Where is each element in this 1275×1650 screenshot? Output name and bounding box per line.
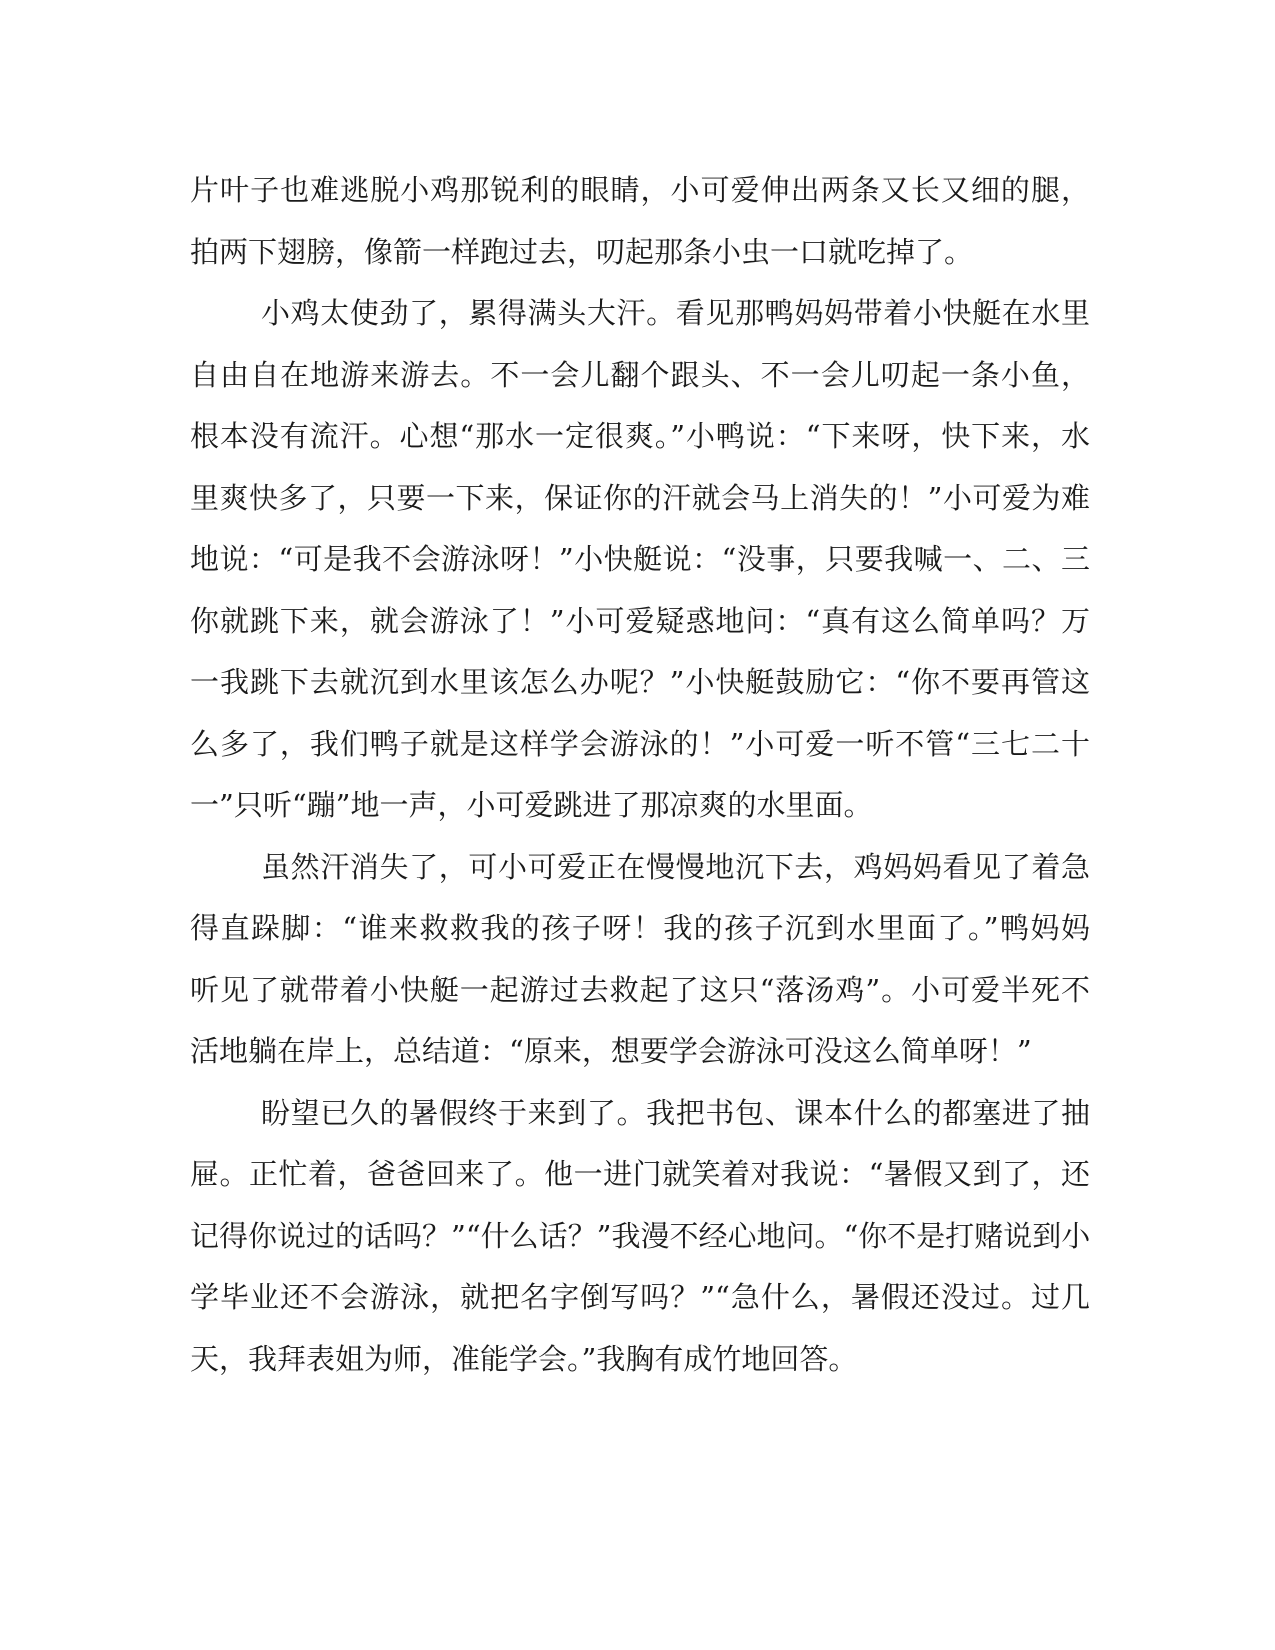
text-line: 拍两下翅膀，像箭一样跑过去，叨起那条小虫一口就吃掉了。: [190, 234, 974, 269]
text-line: 一”只听“蹦”地一声，小可爱跳进了那凉爽的水里面。: [190, 788, 873, 822]
body-text: [190, 160, 1090, 1390]
paragraph: [190, 1083, 1090, 1391]
text-line: 屉。正忙着，爸爸回来了。他一进门就笑着对我说：“暑假又到了，还: [190, 1157, 1090, 1191]
text-line: 小鸡太使劲了，累得满头大汗。看见那鸭妈妈带着小快艇在水里: [261, 296, 1090, 330]
text-line: 片叶子也难逃脱小鸡那锐利的眼睛，小可爱伸出两条又长又细的腿，: [190, 173, 1090, 207]
text-line: 记得你说过的话吗？”“什么话？”我漫不经心地问。“你不是打赌说到小: [190, 1218, 1091, 1253]
text-line: 一我跳下去就沉到水里该怎么办呢？”小快艇鼓励它：“你不要再管这: [190, 665, 1090, 699]
text-line: 得直跺脚：“谁来救救我的孩子呀！我的孩子沉到水里面了。”鸭妈妈: [190, 911, 1090, 945]
paragraph: [190, 283, 1090, 837]
text-line: 地说：“可是我不会游泳呀！”小快艇说：“没事，只要我喊一、二、三: [190, 542, 1090, 576]
text-line: 自由自在地游来游去。不一会儿翻个跟头、不一会儿叨起一条小鱼，: [190, 357, 1090, 392]
text-line: 学毕业还不会游泳，就把名字倒写吗？”“急什么，暑假还没过。过几: [190, 1280, 1090, 1314]
text-line: 你就跳下来，就会游泳了！”小可爱疑惑地问：“真有这么简单吗？万: [190, 603, 1090, 638]
text-line: 天，我拜表姐为师，准能学会。”我胸有成竹地回答。: [190, 1341, 858, 1376]
text-line: 盼望已久的暑假终于来到了。我把书包、课本什么的都塞进了抽: [261, 1095, 1090, 1130]
text-line: 里爽快多了，只要一下来，保证你的汗就会马上消失的！”小可爱为难: [190, 480, 1090, 515]
text-line: 么多了，我们鸭子就是这样学会游泳的！”小可爱一听不管“三七二十: [190, 726, 1090, 761]
text-line: 虽然汗消失了，可小可爱正在慢慢地沉下去，鸡妈妈看见了着急: [261, 849, 1090, 884]
paragraph: [190, 837, 1090, 1083]
text-line: 根本没有流汗。心想“那水一定很爽。”小鸭说：“下来呀，快下来，水: [190, 419, 1090, 453]
text-line: 听见了就带着小快艇一起游过去救起了这只“落汤鸡”。小可爱半死不: [190, 972, 1090, 1007]
text-line: 活地躺在岸上，总结道：“原来，想要学会游泳可没这么简单呀！”: [190, 1034, 1032, 1068]
paragraph: [190, 160, 1090, 283]
